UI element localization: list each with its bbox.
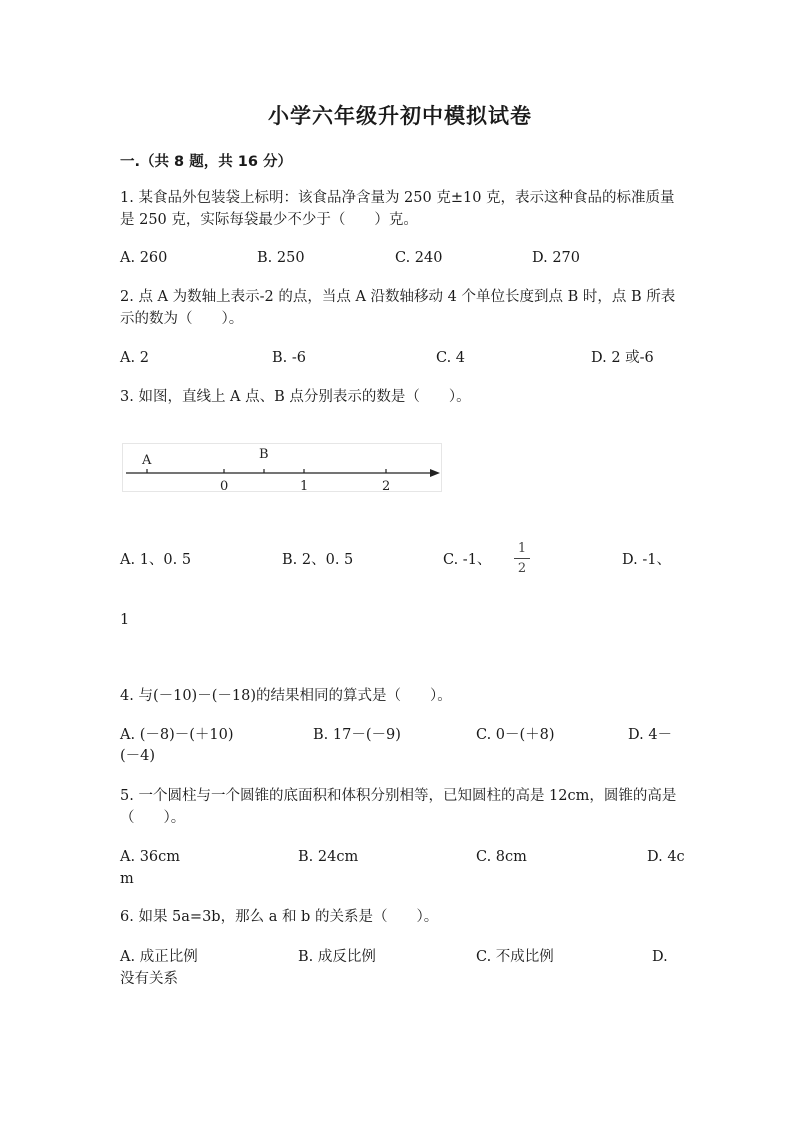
tick-label-2: 2	[382, 479, 391, 493]
q3-fraction	[512, 541, 532, 576]
q1-option-d[interactable]: D. 270	[532, 250, 581, 266]
q4-option-d[interactable]: D. 4－	[628, 727, 673, 743]
q5-option-d-continuation: m	[120, 871, 134, 887]
question-3: 3. 如图，直线上 A 点、B 点分别表示的数是（ ）。	[120, 389, 471, 405]
label-b: B	[259, 447, 269, 462]
q2-option-c[interactable]: C. 4	[436, 350, 466, 366]
q2-option-d[interactable]: D. 2 或-6	[591, 350, 654, 366]
q5-option-b[interactable]: B. 24cm	[298, 849, 359, 865]
tick-label-1: 1	[300, 479, 309, 493]
q4-option-b[interactable]: B. 17－(－9)	[313, 727, 401, 743]
question-6: 6. 如果 5a=3b，那么 a 和 b 的关系是（ ）。	[120, 909, 439, 925]
question-5: 5. 一个圆柱与一个圆锥的底面积和体积分别相等，已知圆柱的高是 12cm，圆锥的高是（ ）。	[120, 788, 677, 826]
fraction-denominator: 2	[517, 561, 527, 576]
q3-option-a[interactable]: A. 1、0. 5	[120, 552, 192, 568]
q4-option-c[interactable]: C. 0－(＋8)	[476, 727, 555, 743]
q1-option-b[interactable]: B. 250	[257, 250, 305, 266]
q6-option-c[interactable]: C. 不成比例	[476, 949, 554, 965]
label-a: A	[142, 453, 152, 468]
q2-option-a[interactable]: A. 2	[120, 350, 149, 366]
page-title: 小学六年级升初中模拟试卷	[268, 104, 532, 128]
q5-option-d[interactable]: D. 4c	[647, 849, 685, 865]
q1-option-a[interactable]: A. 260	[120, 250, 168, 266]
figure-border	[123, 444, 442, 492]
question-1: 1. 某食品外包装袋上标明：该食品净含量为 250 克±10 克，表示这种食品的标准质量是 250 克，实际每袋最少不少于（ ）克。	[120, 190, 675, 228]
q4-option-d-continuation: (－4)	[120, 748, 156, 764]
q6-option-d[interactable]: D.	[652, 949, 668, 965]
q6-option-d-continuation: 没有关系	[120, 971, 178, 987]
q3-option-c[interactable]: C. -1、	[443, 552, 492, 568]
question-4: 4. 与(－10)－(－18)的结果相同的算式是（ ）。	[120, 688, 452, 704]
section-heading: 一.（共 8 题，共 16 分）	[120, 154, 292, 170]
q1-option-c[interactable]: C. 240	[395, 250, 443, 266]
fraction-numerator: 1	[517, 541, 527, 556]
q4-option-a[interactable]: A. (－8)－(＋10)	[120, 727, 234, 743]
tick-label-0: 0	[220, 479, 229, 493]
q3-option-d[interactable]: D. -1、	[622, 552, 671, 568]
q6-option-b[interactable]: B. 成反比例	[298, 949, 376, 965]
fraction-bar	[514, 558, 530, 559]
number-line-arrow	[430, 469, 440, 477]
q3-option-d-continuation: 1	[120, 612, 130, 628]
q3-option-b[interactable]: B. 2、0. 5	[282, 552, 354, 568]
q6-option-a[interactable]: A. 成正比例	[120, 949, 198, 965]
question-2: 2. 点 A 为数轴上表示-2 的点，当点 A 沿数轴移动 4 个单位长度到点 B 时，点 B 所表示的数为（ ）。	[120, 289, 676, 327]
number-line-figure	[122, 443, 442, 493]
number-line-svg	[122, 443, 442, 493]
q5-option-a[interactable]: A. 36cm	[120, 849, 181, 865]
q5-option-c[interactable]: C. 8cm	[476, 849, 527, 865]
q2-option-b[interactable]: B. -6	[272, 350, 306, 366]
